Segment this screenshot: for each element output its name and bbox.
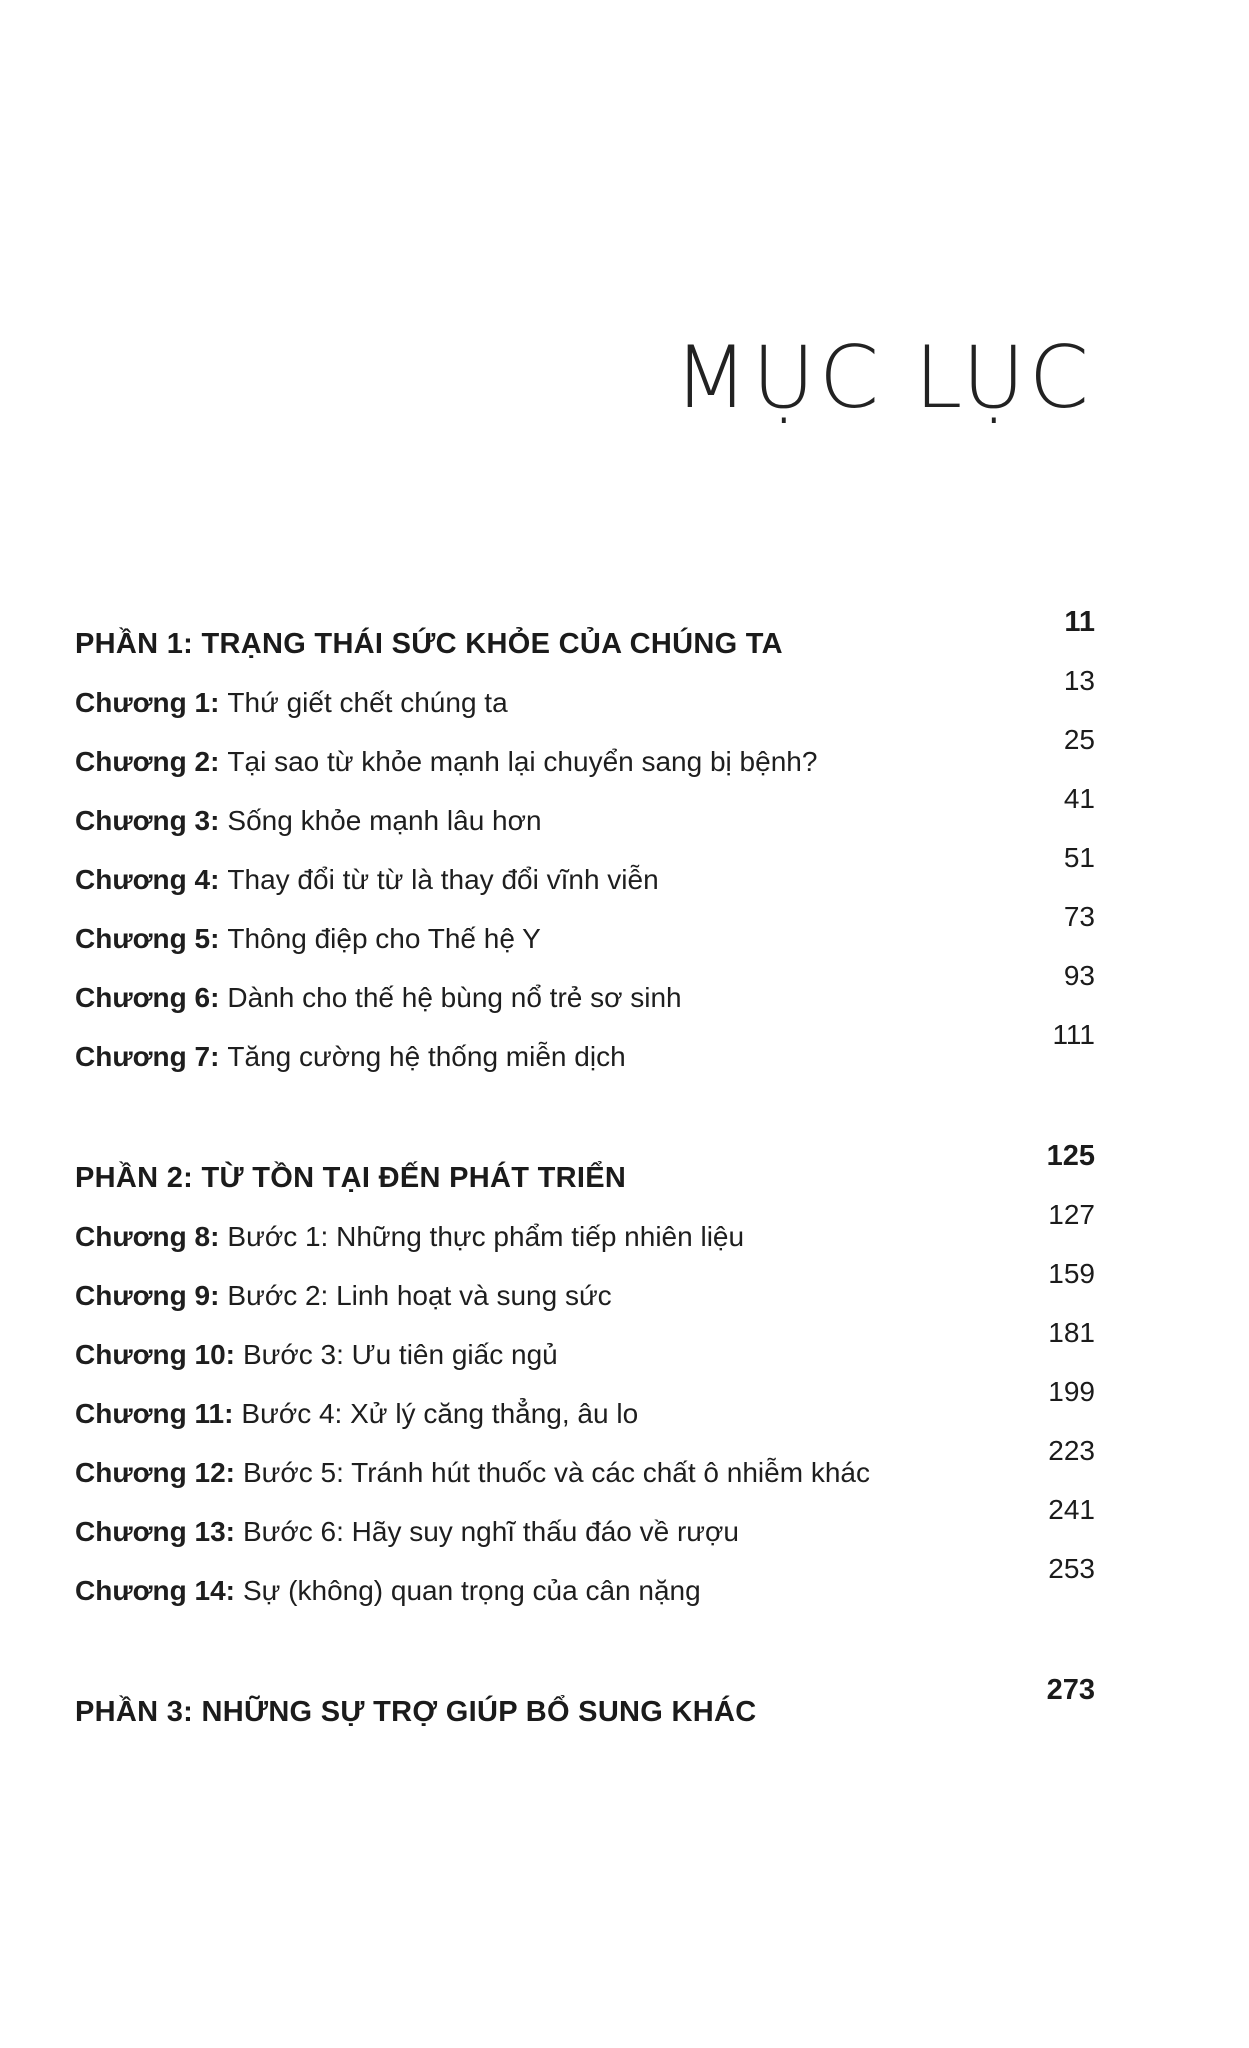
toc-section-3 [75, 1673, 1095, 1732]
chapter-separator: : [210, 1221, 220, 1252]
chapter-entry [75, 1279, 612, 1313]
chapter-entry [75, 863, 659, 897]
chapter-title: Tăng cường hệ thống miễn dịch [227, 1041, 626, 1072]
toc-chapter-row[interactable] [75, 1552, 1095, 1611]
chapter-page-number: 13 [1063, 665, 1095, 696]
chapter-entry [75, 1574, 701, 1608]
toc-chapter-row[interactable] [75, 782, 1095, 841]
chapter-separator: : [225, 1516, 235, 1547]
toc-chapter-row[interactable] [75, 900, 1095, 959]
toc-chapter-row[interactable] [75, 1316, 1095, 1375]
toc-section-2 [75, 1139, 1095, 1611]
chapter-number: Chương 3 [75, 805, 211, 836]
toc-chapter-row[interactable] [75, 1018, 1095, 1077]
chapter-page-number: 241 [1048, 1494, 1095, 1525]
part-page-number: 273 [1046, 1674, 1095, 1706]
chapter-number: Chương 11 [75, 1398, 225, 1429]
toc-part-row[interactable] [75, 605, 1095, 664]
chapter-page-number: 159 [1048, 1258, 1095, 1289]
chapter-page-number: 111 [1052, 1019, 1095, 1050]
toc-chapter-row[interactable] [75, 841, 1095, 900]
table-of-contents [75, 605, 1095, 1732]
chapter-number: Chương 14 [75, 1575, 226, 1606]
chapter-page-number: 223 [1048, 1435, 1095, 1466]
chapter-page-number: 199 [1048, 1376, 1095, 1407]
chapter-entry [75, 1040, 626, 1074]
chapter-entry [75, 745, 817, 779]
chapter-entry [75, 922, 541, 956]
chapter-title: Bước 5: Tránh hút thuốc và các chất ô nhiễm khác [242, 1457, 870, 1488]
chapter-separator: : [224, 1398, 234, 1429]
toc-part-row[interactable] [75, 1673, 1095, 1732]
chapter-separator: : [225, 1457, 235, 1488]
chapter-separator: : [210, 687, 220, 718]
chapter-separator: : [210, 805, 220, 836]
chapter-separator: : [210, 864, 220, 895]
chapter-number: Chương 4 [75, 864, 211, 895]
chapter-number: Chương 13 [75, 1516, 226, 1547]
chapter-page-number: 253 [1048, 1553, 1095, 1584]
chapter-entry [75, 1220, 744, 1254]
part-title: PHẦN 3: NHỮNG SỰ TRỢ GIÚP BỔ SUNG KHÁC [75, 1696, 757, 1728]
chapter-title: Bước 3: Ưu tiên giấc ngủ [242, 1339, 558, 1370]
chapter-separator: : [225, 1339, 235, 1370]
chapter-entry [75, 1338, 558, 1372]
chapter-title: Dành cho thế hệ bùng nổ trẻ sơ sinh [227, 982, 682, 1013]
chapter-number: Chương 7 [75, 1041, 211, 1072]
toc-part-row[interactable] [75, 1139, 1095, 1198]
toc-section-1 [75, 605, 1095, 1077]
chapter-title: Thứ giết chết chúng ta [227, 687, 508, 718]
chapter-title: Bước 6: Hãy suy nghĩ thấu đáo về rượu [242, 1516, 739, 1547]
chapter-separator: : [210, 923, 220, 954]
chapter-page-number: 73 [1063, 901, 1095, 932]
chapter-separator: : [210, 1280, 220, 1311]
toc-chapter-row[interactable] [75, 723, 1095, 782]
chapter-page-number: 25 [1063, 724, 1095, 755]
chapter-title: Bước 2: Linh hoạt và sung sức [227, 1280, 612, 1311]
chapter-number: Chương 8 [75, 1221, 211, 1252]
chapter-page-number: 93 [1063, 960, 1095, 991]
toc-chapter-row[interactable] [75, 1257, 1095, 1316]
toc-chapter-row[interactable] [75, 1198, 1095, 1257]
chapter-entry [75, 1456, 870, 1490]
toc-chapter-row[interactable] [75, 1375, 1095, 1434]
chapter-title: Thông điệp cho Thế hệ Y [227, 923, 541, 954]
chapter-number: Chương 12 [75, 1457, 226, 1488]
chapter-title: Tại sao từ khỏe mạnh lại chuyển sang bị bệnh? [227, 746, 818, 777]
chapter-separator: : [210, 746, 220, 777]
part-title: PHẦN 1: TRẠNG THÁI SỨC KHỎE CỦA CHÚNG TA [75, 628, 783, 660]
chapter-entry [75, 981, 682, 1015]
part-page-number: 11 [1064, 606, 1095, 638]
chapter-title: Sự (không) quan trọng của cân nặng [242, 1575, 701, 1606]
chapter-page-number: 41 [1063, 783, 1095, 814]
toc-chapter-row[interactable] [75, 1434, 1095, 1493]
toc-chapter-row[interactable] [75, 959, 1095, 1018]
chapter-title: Bước 4: Xử lý căng thẳng, âu lo [241, 1398, 639, 1429]
chapter-separator: : [210, 982, 220, 1013]
chapter-number: Chương 5 [75, 923, 211, 954]
chapter-number: Chương 2 [75, 746, 211, 777]
chapter-entry [75, 1397, 638, 1431]
chapter-title: Sống khỏe mạnh lâu hơn [227, 805, 542, 836]
page-title: MỤC LỤC [673, 328, 1093, 428]
chapter-entry [75, 686, 508, 720]
chapter-number: Chương 6 [75, 982, 211, 1013]
chapter-separator: : [225, 1575, 235, 1606]
chapter-number: Chương 10 [75, 1339, 226, 1370]
chapter-entry [75, 804, 542, 838]
chapter-page-number: 51 [1063, 842, 1095, 873]
chapter-entry [75, 1515, 739, 1549]
toc-chapter-row[interactable] [75, 1493, 1095, 1552]
part-page-number: 125 [1046, 1140, 1095, 1172]
toc-chapter-row[interactable] [75, 664, 1095, 723]
chapter-page-number: 127 [1048, 1199, 1095, 1230]
chapter-number: Chương 1 [75, 687, 211, 718]
chapter-number: Chương 9 [75, 1280, 211, 1311]
part-title: PHẦN 2: TỪ TỒN TẠI ĐẾN PHÁT TRIỂN [75, 1162, 627, 1194]
chapter-title: Bước 1: Những thực phẩm tiếp nhiên liệu [227, 1221, 745, 1252]
chapter-separator: : [210, 1041, 220, 1072]
chapter-title: Thay đổi từ từ là thay đổi vĩnh viễn [227, 864, 659, 895]
chapter-page-number: 181 [1048, 1317, 1095, 1348]
